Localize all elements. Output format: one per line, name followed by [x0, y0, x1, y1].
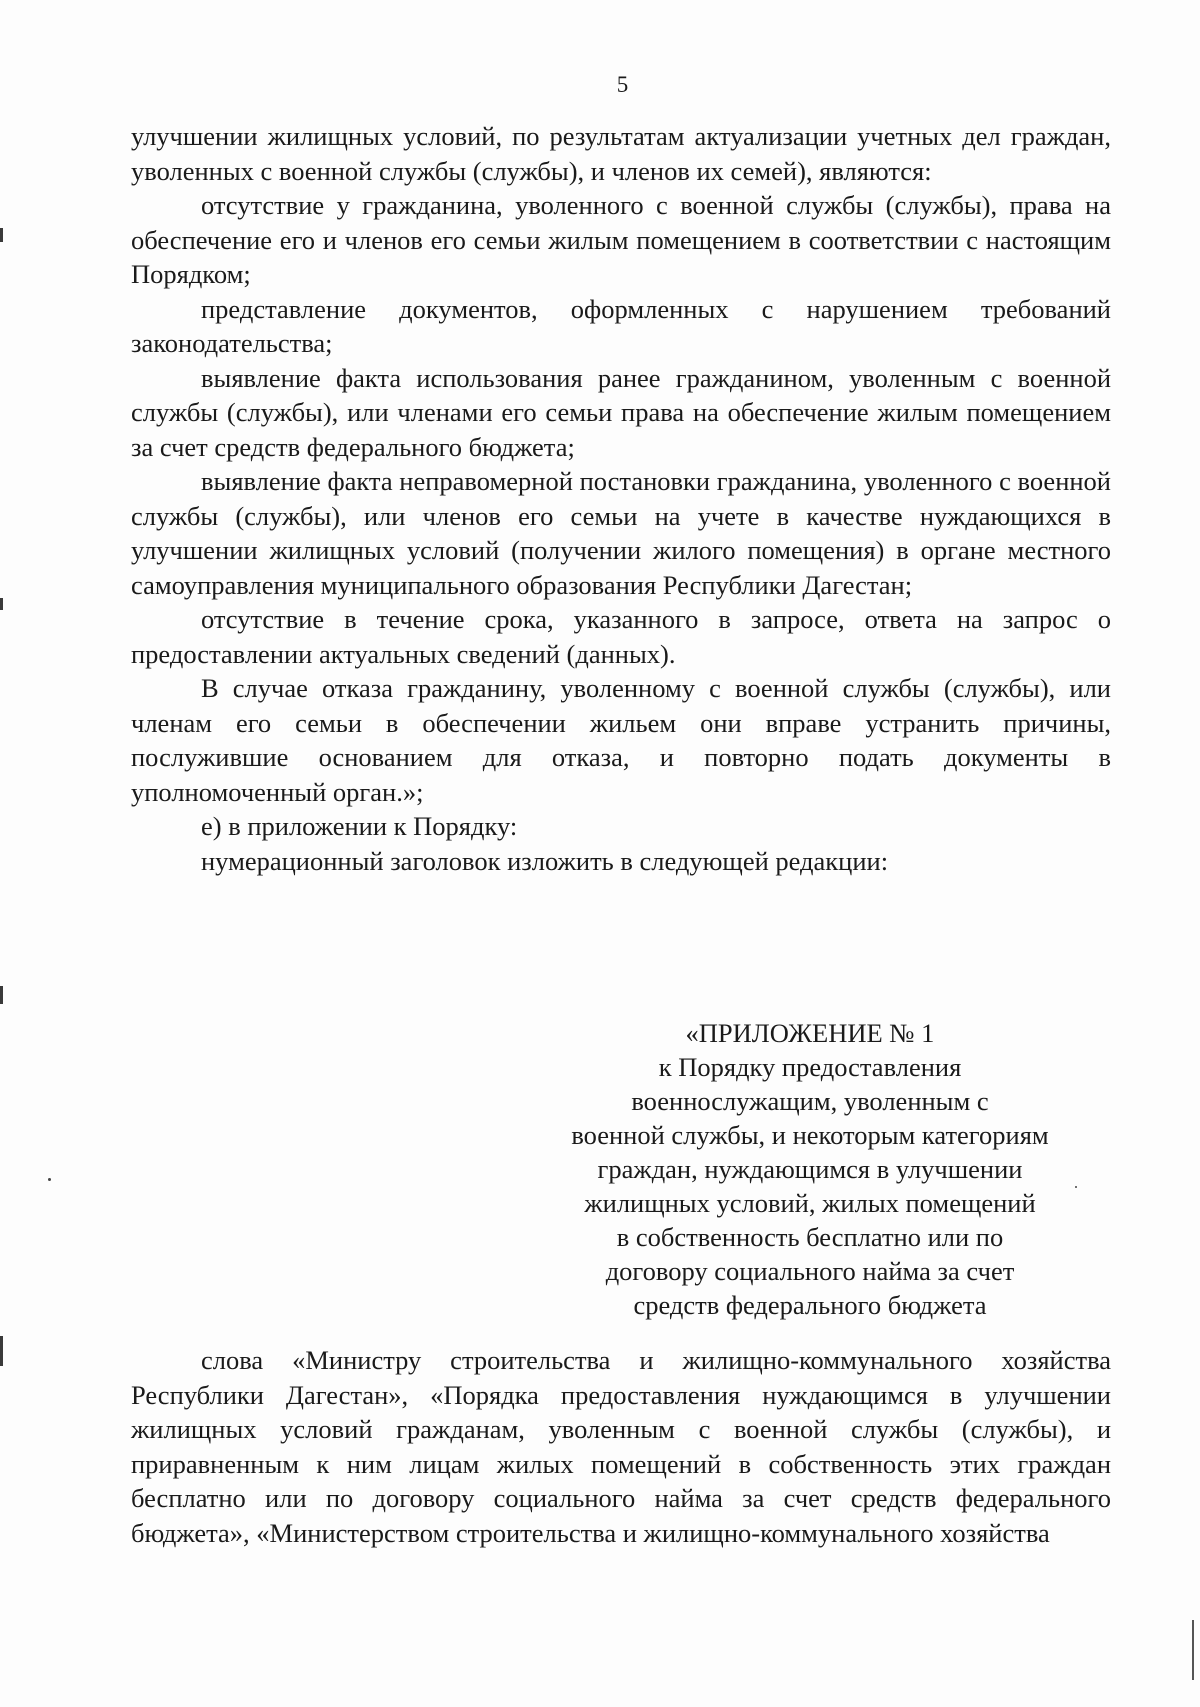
appendix-line: военной службы, и некоторым категориям — [571, 1120, 1049, 1150]
bottom-text-block — [131, 1343, 1111, 1550]
paragraph: выявление факта использования ранее гражданином, уволенным с военной службы (службы), или членами его семьи права на обеспечение жилым помещением за счет средств федерального бюджета; — [131, 362, 1111, 462]
scan-edge-mark — [0, 1336, 3, 1366]
scan-edge-mark — [0, 598, 3, 610]
appendix-line: военнослужащим, уволенным с — [631, 1086, 989, 1116]
scan-edge-mark — [1192, 1620, 1194, 1680]
paragraph: представление документов, оформленных с нарушением требований законодательства; — [131, 293, 1111, 358]
paragraph: отсутствие у гражданина, уволенного с военной службы (службы), права на обеспечение его и членов его семьи жилым помещением в соответствии с настоящим Порядком; — [131, 190, 1111, 289]
top-text-block — [131, 119, 1111, 878]
appendix-line: жилищных условий, жилых помещений — [584, 1188, 1036, 1218]
scan-edge-mark — [0, 228, 3, 242]
scan-speck — [48, 1178, 51, 1181]
paragraph: нумерационный заголовок изложить в следующей редакции: — [201, 845, 889, 876]
paragraph: улучшении жилищных условий, по результатам актуализации учетных дел граждан, уволенных с военной службы (службы), и членов их семей), являются: — [131, 121, 1111, 186]
scan-edge-mark — [0, 986, 3, 1004]
appendix-line: граждан, нуждающимся в улучшении — [597, 1154, 1023, 1184]
appendix-line: средств федерального бюджета — [633, 1290, 987, 1320]
appendix-title: «ПРИЛОЖЕНИЕ № 1 — [685, 1018, 935, 1048]
paragraph: В случае отказа гражданину, уволенному с военной службы (службы), или членам его семьи в обеспечении жильем они вправе устранить причины, послужившие основанием для отказа, и повторно подать документы в уполномоченный орган.»; — [131, 673, 1111, 807]
paragraph: отсутствие в течение срока, указанного в запросе, ответа на запрос о предоставлении актуальных сведений (данных). — [131, 604, 1111, 669]
appendix-line: договору социального найма за счет — [605, 1256, 1015, 1286]
appendix-heading — [540, 1016, 1080, 1322]
paragraph: выявление факта неправомерной постановки гражданина, уволенного с военной службы (службы), или членов его семьи на учете в качестве нуждающихся в улучшении жилищных условий (получении жилого помещения) в органе местного самоуправления муниципального образования Республики Дагестан; — [131, 466, 1111, 600]
paragraph: е) в приложении к Порядку: — [201, 811, 518, 841]
paragraph: слова «Министру строительства и жилищно-коммунального хозяйства Республики Дагестан», «Порядка предоставления нуждающимся в улучшении жилищных условий гражданам, уволенным с военной службы (службы), и приравненным к ним лицам жилых помещений в собственность этих граждан бесплатно или по договору социального найма за счет средств федерального бюджета», «Министерством строительства и жилищно-коммунального хозяйства — [131, 1345, 1111, 1548]
page-number: 5 — [616, 72, 629, 97]
appendix-line: в собственность бесплатно или по — [616, 1222, 1004, 1252]
appendix-line: к Порядку предоставления — [658, 1052, 962, 1082]
